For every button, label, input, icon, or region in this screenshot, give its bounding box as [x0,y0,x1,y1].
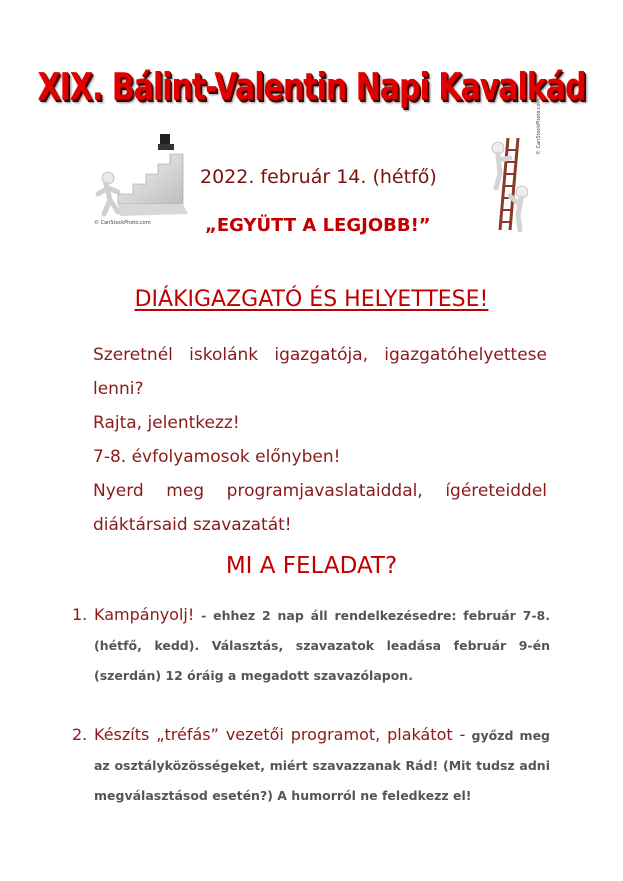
list-item-head: Készíts „tréfás” vezetői programot, plakátot - [94,725,466,744]
intro-line: Rajta, jelentkezz! [93,413,240,433]
intro-line: 7-8. évfolyamosok előnyben! [93,447,341,467]
event-date: 2022. február 14. (hétfő) [200,166,437,188]
figure-climbing-stairs-icon [88,124,193,229]
intro-line: Nyerd meg programjavaslataiddal, ígéreteiddel [93,481,547,501]
image-credit-right: © CanStockPhoto.com [536,98,542,155]
intro-line: lenni? [93,379,144,399]
task-heading: MI A FELADAT? [225,553,398,579]
role-intro [93,338,547,542]
event-motto: „EGYÜTT A LEGJOBB!” [205,215,431,236]
intro-line: Szeretnél iskolánk igazgatója, igazgatóhelyettese [93,345,547,365]
list-item-head: Kampányolj! [94,605,195,624]
task-list [72,600,550,810]
role-heading: DIÁKIGAZGATÓ ÉS HELYETTESE! [134,287,489,312]
list-item [72,600,550,690]
list-item-number: 1. [72,605,88,624]
intro-line: diáktársaid szavazatát! [93,515,292,535]
list-item-body: - ehhez 2 nap áll rendelkezésedre: február 7-8. (hétfő, kedd). Választás, szavazatok leadása február 9-én (szerdán) 12 óráig a megadott szavazólapon. [94,608,550,683]
list-item-body: győzd meg az osztályközösségeket, miért szavazzanak Rád! (Mit tudsz adni megválasztásod esetén?) A humorról ne feledkezz el! [94,728,551,803]
document-title: XIX. Bálint-Valentin Napi Kavalkád [37,65,586,110]
image-credit-left: © CanStockPhoto.com [94,220,151,226]
list-item-number: 2. [72,725,88,744]
list-item [72,720,550,810]
